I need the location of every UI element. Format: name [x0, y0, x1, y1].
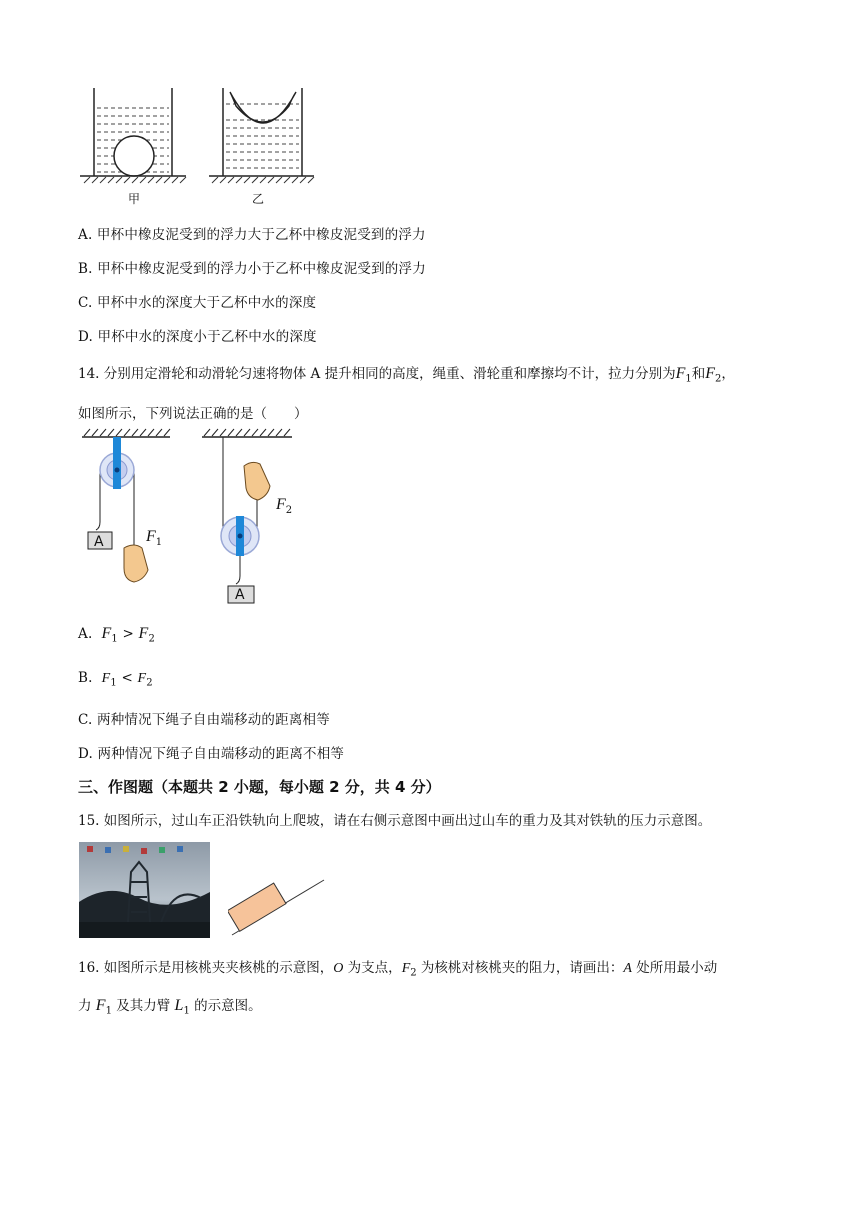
q16-stem-line1: 16. 如图所示是用核桃夹夹核桃的示意图，O 为支点，$F_2$ 为核桃对核桃夹的阻力，请画出：A 处所用最小动 — [78, 960, 718, 979]
hand-icon-left — [124, 545, 148, 582]
beaker-jia — [80, 88, 186, 183]
rollercoaster-photo — [79, 842, 210, 938]
block-label-left: A — [94, 534, 104, 550]
section-title: 三、作图题（本题共 2 小题，每小题 2 分，共 4 分） — [78, 778, 441, 796]
clay-ball — [114, 136, 154, 176]
pulley-figure — [78, 428, 308, 608]
q14-option-d: D. 两种情况下绳子自由端移动的距离不相等 — [78, 746, 345, 762]
figure-label-yi: 乙 — [252, 192, 265, 206]
q14-stem-line2: 如图所示，下列说法正确的是（ ） — [78, 406, 308, 422]
figure-label-jia: 甲 — [128, 192, 141, 206]
beaker-yi — [209, 88, 314, 183]
movable-pulley — [221, 437, 270, 603]
q13-option-a: A. 甲杯中橡皮泥受到的浮力大于乙杯中橡皮泥受到的浮力 — [78, 227, 426, 243]
clay-boat — [230, 92, 296, 123]
q14-option-a: A. $F_1 > F_2$ — [78, 625, 156, 645]
q14-option-b: B. $F_1 < F_2$ — [78, 670, 153, 689]
incline-diagram — [228, 874, 328, 936]
f1-figure-label: $F_1$ — [146, 528, 163, 549]
block-label-right: A — [235, 587, 245, 603]
beaker-figure — [78, 84, 318, 184]
q13-option-c: C. 甲杯中水的深度大于乙杯中水的深度 — [78, 295, 317, 311]
f2-figure-label: $F_2$ — [276, 496, 293, 517]
q15-stem: 15. 如图所示，过山车正沿铁轨向上爬坡，请在右侧示意图中画出过山车的重力及其对铁轨的压力示意图。 — [78, 813, 712, 829]
q14-option-c: C. 两种情况下绳子自由端移动的距离相等 — [78, 712, 330, 728]
q14-stem-line1: 14. 分别用定滑轮和动滑轮匀速将物体 A 提升相同的高度，绳重、滑轮重和摩擦均不计，拉力分别为$F_1$和$F_2$， — [78, 365, 735, 385]
fixed-pulley — [88, 437, 148, 582]
hand-icon-right — [244, 462, 270, 500]
q13-option-b: B. 甲杯中橡皮泥受到的浮力小于乙杯中橡皮泥受到的浮力 — [78, 261, 426, 277]
coaster-car-block — [228, 883, 286, 931]
q13-option-d: D. 甲杯中水的深度小于乙杯中水的深度 — [78, 329, 317, 345]
q16-stem-line2: 力 $F_1$ 及其力臂 $L_1$ 的示意图。 — [78, 997, 262, 1017]
